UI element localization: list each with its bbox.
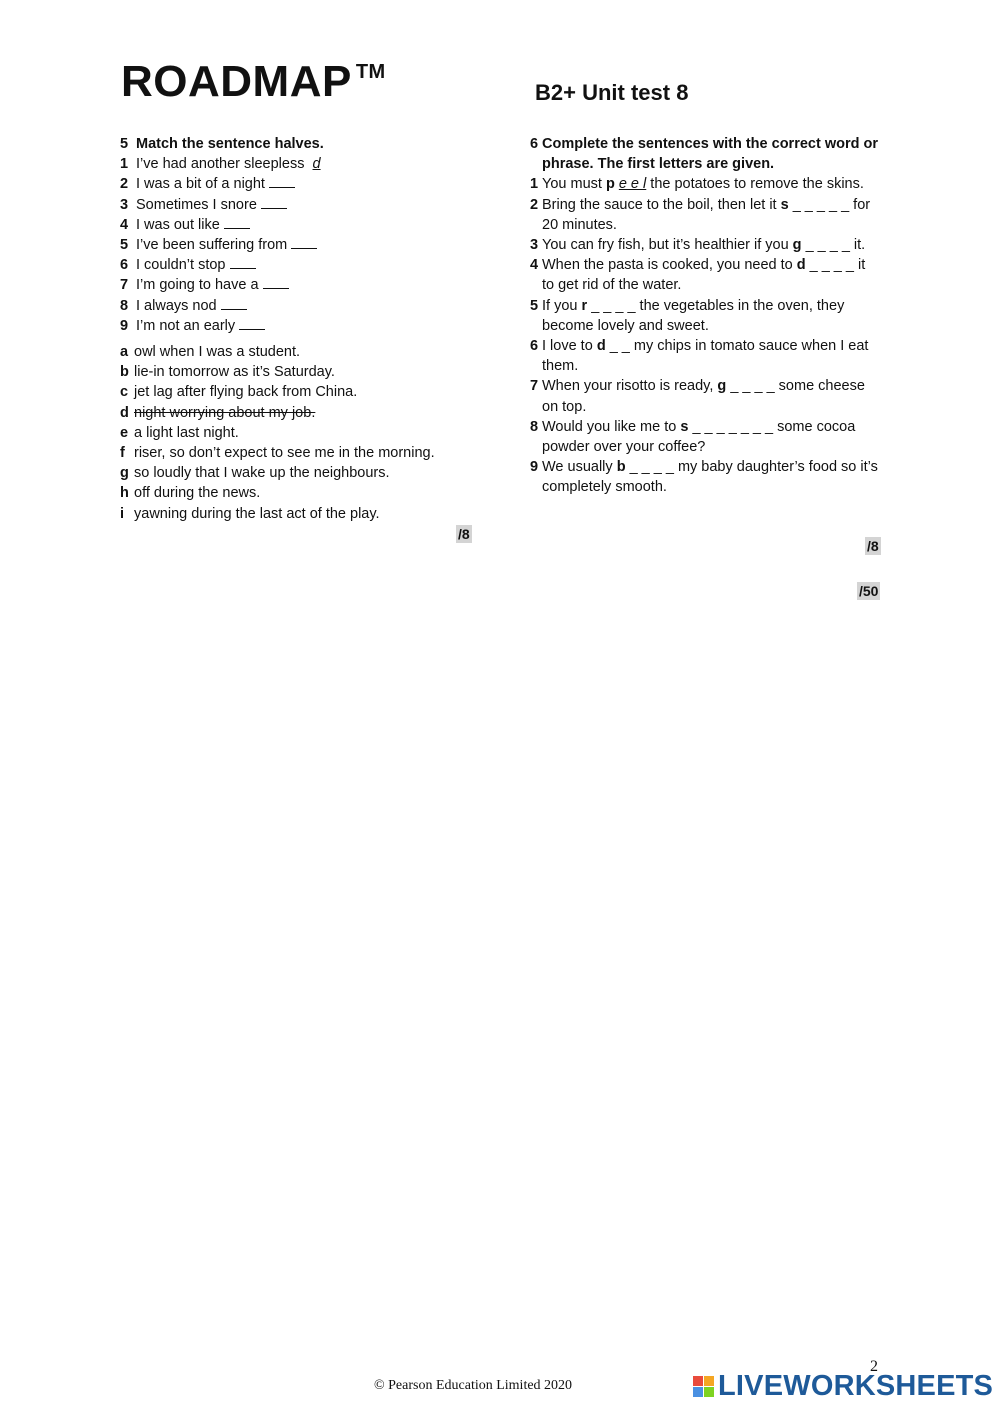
section-6-instruction: 6 Complete the sentences with the correct word or phrase. The first letters are given.: [530, 136, 878, 173]
list-item: [530, 457, 880, 497]
answer-blank[interactable]: [261, 196, 287, 209]
option-text: a light last night.: [134, 424, 239, 441]
option-letter: b: [120, 364, 129, 381]
answer-blank[interactable]: [239, 317, 265, 330]
first-letter: g: [717, 378, 727, 395]
option-item: [120, 443, 470, 463]
answer-blank[interactable]: _ _ _ _ _ _ _: [692, 418, 774, 435]
section-6: [530, 134, 880, 498]
item-number: 4: [120, 216, 129, 233]
logo-square: [693, 1387, 703, 1397]
item-text: When the pasta is cooked, you need to d _ _ _ _ it to get rid of the water.: [542, 257, 866, 294]
item-number: 1: [120, 156, 129, 173]
option-text: jet lag after flying back from China.: [134, 384, 358, 401]
item-text: I’m not an early: [136, 316, 470, 336]
answer-blank[interactable]: _ _ _ _: [805, 237, 850, 254]
section-5-score: /8: [458, 526, 470, 542]
option-text: lie-in tomorrow as it’s Saturday.: [134, 364, 335, 381]
item-text: Bring the sauce to the boil, then let it s _ _ _ _ _ for 20 minutes.: [542, 196, 871, 233]
liveworksheets-logo-text: LIVEWORKSHEETS: [718, 1370, 994, 1402]
answer-blank[interactable]: [263, 276, 289, 289]
answer-blank[interactable]: _ _ _ _ _: [792, 196, 850, 213]
item-text: I love to d _ _ my chips in tomato sauce when I eat them.: [542, 338, 869, 375]
section-6-score: /8: [867, 538, 879, 554]
list-item: [120, 235, 470, 255]
item-text: I’ve been suffering from: [136, 235, 470, 255]
option-text: owl when I was a student.: [134, 344, 301, 361]
page-number: 2: [870, 1358, 878, 1375]
section-5-options: [120, 342, 470, 524]
option-letter: h: [120, 485, 129, 502]
answer-blank[interactable]: [224, 216, 250, 229]
first-letter: g: [792, 237, 802, 254]
list-item: [120, 154, 470, 174]
total-score: /50: [859, 583, 879, 599]
option-item: [120, 504, 470, 524]
option-text: night worrying about my job.: [134, 404, 316, 421]
logo-square: [704, 1376, 714, 1386]
first-letter: d: [796, 257, 806, 274]
item-number: 2: [120, 176, 129, 193]
list-item: [530, 336, 880, 376]
answer-blank[interactable]: _ _ _ _: [809, 257, 854, 274]
list-item: [530, 417, 880, 457]
item-number: 8: [120, 297, 129, 314]
answer-blank[interactable]: _ _ _ _: [591, 297, 636, 314]
item-number: 7: [120, 277, 129, 294]
option-item: [120, 483, 470, 503]
list-item: [120, 255, 470, 275]
answer-blank[interactable]: [269, 175, 295, 188]
option-text: yawning during the last act of the play.: [134, 505, 380, 522]
copyright-footer: © Pearson Education Limited 2020: [374, 1378, 573, 1393]
option-item: [120, 403, 470, 423]
logo-square: [704, 1387, 714, 1397]
item-text: I always nod: [136, 296, 470, 316]
item-text: You must p e e l the potatoes to remove the skins.: [542, 176, 864, 193]
list-item: [120, 275, 470, 295]
list-item: [530, 296, 880, 336]
list-item: [120, 296, 470, 316]
item-number: 6: [530, 338, 539, 355]
answer-blank[interactable]: _ _: [609, 338, 630, 355]
item-text: We usually b _ _ _ _ my baby daughter’s food so it’s completely smooth.: [542, 459, 878, 496]
option-letter: f: [120, 445, 125, 462]
option-letter: c: [120, 384, 129, 401]
section-5-instruction: 5 Match the sentence halves.: [120, 136, 324, 152]
item-number: 9: [530, 459, 539, 476]
list-item: [530, 255, 880, 295]
option-item: [120, 342, 470, 362]
answer-blank[interactable]: e e l: [618, 176, 647, 193]
item-number: 7: [530, 378, 539, 395]
list-item: [530, 376, 880, 416]
brand-name: ROADMAP: [121, 57, 352, 106]
option-letter: d: [120, 404, 129, 421]
item-number: 3: [120, 196, 129, 213]
item-number: 3: [530, 237, 539, 254]
section-5-items: [120, 154, 470, 336]
item-text: I couldn’t stop: [136, 255, 470, 275]
trademark-symbol: TM: [355, 61, 386, 83]
item-text: I was a bit of a night: [136, 174, 470, 194]
answer-blank[interactable]: _ _ _ _: [730, 378, 775, 395]
first-letter: b: [616, 459, 626, 476]
answer-blank[interactable]: _ _ _ _: [629, 459, 674, 476]
item-text: I’m going to have a: [136, 275, 470, 295]
list-item: [120, 195, 470, 215]
first-letter: s: [680, 418, 689, 435]
item-number: 6: [120, 257, 129, 274]
item-number: 4: [530, 257, 539, 274]
first-letter: p: [605, 176, 615, 193]
answer-blank[interactable]: [230, 256, 256, 269]
item-number: 5: [530, 297, 539, 314]
option-item: [120, 423, 470, 443]
option-letter: i: [120, 505, 125, 522]
liveworksheets-logo: [693, 1372, 993, 1401]
section-5: [120, 134, 470, 524]
option-letter: e: [120, 424, 129, 441]
option-item: [120, 382, 470, 402]
item-text: You can fry fish, but it’s healthier if you g _ _ _ _ it.: [542, 237, 866, 254]
list-item: [120, 316, 470, 336]
logo-square: [693, 1376, 703, 1386]
option-letter: g: [120, 465, 129, 482]
item-text: When your risotto is ready, g _ _ _ _ some cheese on top.: [542, 378, 865, 415]
first-letter: d: [596, 338, 606, 355]
option-letter: a: [120, 344, 129, 361]
answer-blank: d: [312, 156, 321, 173]
option-item: [120, 362, 470, 382]
item-number: 2: [530, 196, 539, 213]
option-text: so loudly that I wake up the neighbours.: [134, 465, 390, 482]
item-text: Sometimes I snore: [136, 195, 470, 215]
section-6-items: [530, 174, 880, 497]
first-letter: s: [780, 196, 789, 213]
answer-blank[interactable]: [221, 297, 247, 310]
item-number: 9: [120, 317, 129, 334]
liveworksheets-icon: [693, 1376, 714, 1397]
brand-logo: [121, 57, 386, 106]
list-item: [530, 235, 880, 255]
option-text: riser, so don’t expect to see me in the morning.: [134, 445, 435, 462]
option-text: off during the news.: [134, 485, 261, 502]
list-item: [120, 174, 470, 194]
item-number: 5: [120, 237, 129, 254]
item-text: If you r _ _ _ _ the vegetables in the oven, they become lovely and sweet.: [542, 297, 845, 334]
unit-title: B2+ Unit test 8: [535, 80, 689, 105]
item-text: I was out like: [136, 215, 470, 235]
item-text: Would you like me to s _ _ _ _ _ _ _ some cocoa powder over your coffee?: [542, 418, 856, 456]
item-text: I’ve had another sleepless d: [136, 154, 470, 174]
list-item: [530, 195, 880, 235]
first-letter: r: [581, 297, 588, 314]
option-item: [120, 463, 470, 483]
list-item: [530, 174, 880, 194]
answer-blank[interactable]: [291, 236, 317, 249]
item-number: 8: [530, 418, 539, 435]
list-item: [120, 215, 470, 235]
item-number: 1: [530, 176, 539, 193]
